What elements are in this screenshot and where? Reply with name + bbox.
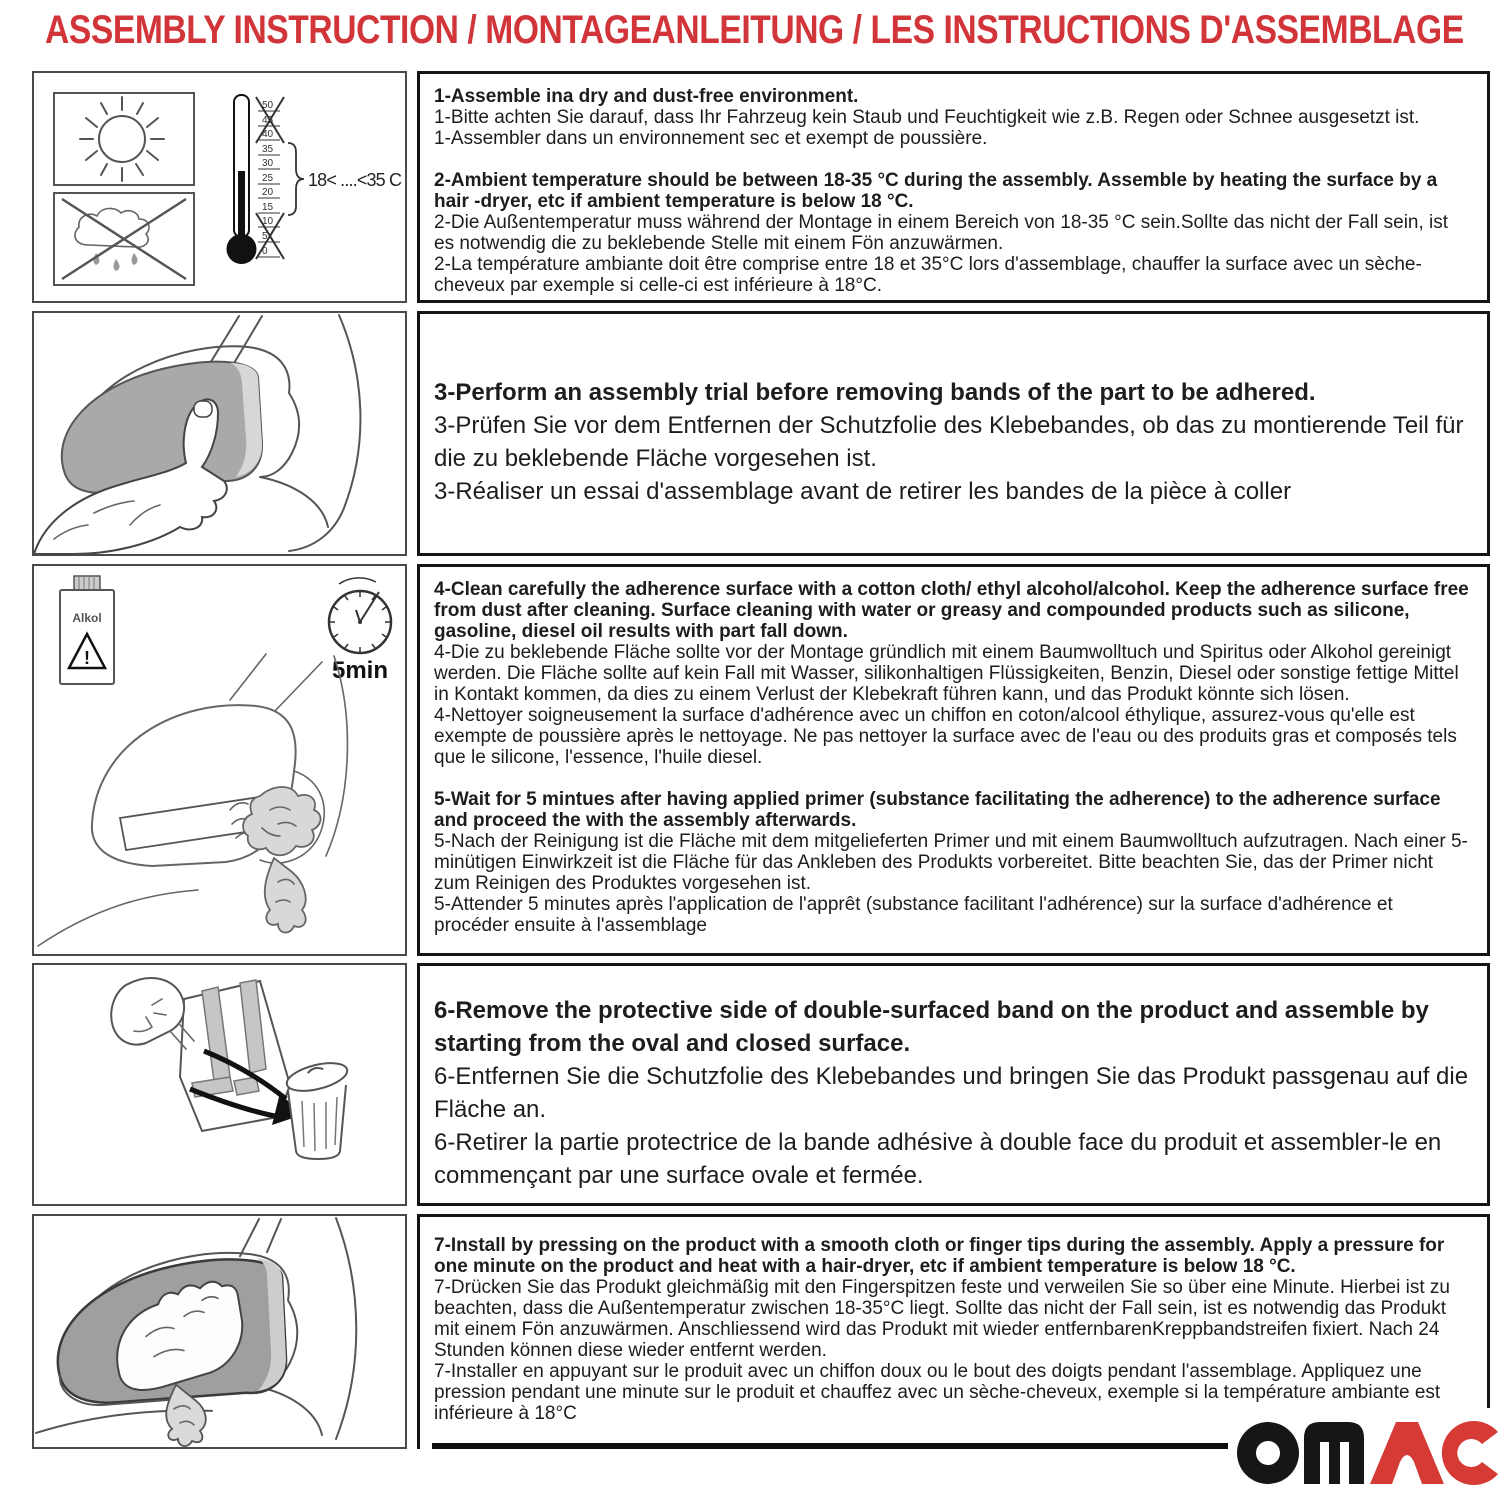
omac-logo — [1228, 1408, 1500, 1492]
section-environment-temperature — [0, 71, 1500, 303]
logo-letter-m — [1304, 1422, 1364, 1484]
instruction-line: 4-Die zu beklebende Fläche sollte vor der Montage gründlich mit einem Baumwolltuch und Spiritus oder Alkohol gereinigt werden. Die Fläche sollte auf kein Fall mit Wasser, silikonhaltigen Flüssigkeiten, Benzin, Diesel oder sonstige fettige Mittel in Kontakt kommen, da dies zu einem Verlust der Klebekraft führen kann, und das Produkt könnte sich lösen. — [434, 642, 1459, 705]
logo-letter-o — [1237, 1422, 1299, 1484]
instruction-line: 4-Clean carefully the adherence surface with a cotton cloth/ ethyl alcohol/alcohol. Keep the adherence surface free from dust after cleaning. Surface cleaning with water or greasy and compounded products such as silicone, gasoline, diesel oil results with part fall down. — [434, 579, 1469, 642]
svg-text:20: 20 — [262, 187, 274, 198]
instruction-line: 3-Perform an assembly trial before removing bands of the part to be adhered. — [434, 379, 1316, 406]
instruction-line: 5-Attender 5 minutes après l'application de l'apprêt (substance facilitant l'adhérence) sur la surface d'adhérence et procéder ensuite à l'assemblage — [434, 894, 1393, 936]
instruction-line: 7-Installer en appuyant sur le produit avec un chiffon doux ou le bout des doigts pendant l'assemblage. Appliquez une pression pendant une minute sur le produit et chauffez avec un sèche-cheveux, exemple si la température ambiante est inférieure à 18°C — [434, 1361, 1441, 1424]
instruction-line: 6-Entfernen Sie die Schutzfolie des Klebebandes und bringen Sie das Produkt passgenau auf die Fläche an. — [434, 1063, 1469, 1123]
illustration-clean-surface — [32, 564, 407, 956]
mirror-hand-illustration — [34, 315, 360, 554]
instruction-line: 5-Nach der Reinigung ist die Fläche mit dem mitgelieferten Primer und mit einem Baumwolltuch aufzutragen. Nach einer 5-minütigen Einwirkzeit ist die Fläche für das Ankleben des Produkts vorbereitet. Bitte beachten Sie, das der Primer nicht zum Reinigen des Produktes vorgesehen ist. — [434, 831, 1468, 894]
instruction-line: 3-Réaliser un essai d'assemblage avant de retirer les bandes de la pièce à coller — [434, 478, 1292, 505]
illustration-remove-band — [32, 963, 407, 1206]
instructions-step-6 — [417, 963, 1490, 1206]
section-remove-band — [0, 963, 1500, 1206]
svg-text:35: 35 — [262, 144, 274, 155]
instruction-line: 1-Assemble ina dry and dust-free environment. — [434, 86, 859, 107]
instruction-line: 4-Nettoyer soigneusement la surface d'adhérence avec un chiffon en coton/alcool éthylique, assurez-vous qu'elle est exempte de poussière après le nettoyage. Ne pas nettoyer la surface avec de l'eau ou des produits gras et composés tels que le silicone, l'essence, l'huile diesel. — [434, 705, 1457, 768]
brace — [288, 143, 304, 215]
svg-text:45: 45 — [262, 115, 274, 126]
wait-time-label: 5min — [331, 657, 389, 684]
instructions-step-4-5 — [417, 564, 1490, 956]
trash-can-icon — [284, 1058, 350, 1159]
instruction-line: 1-Assembler dans un environnement sec et exempt de poussière. — [434, 128, 988, 149]
svg-text:5: 5 — [262, 231, 268, 242]
no-rain-icon — [54, 193, 194, 285]
instruction-line: 5-Wait for 5 mintues after having applied primer (substance facilitating the adherence) to the adherence surface and proceed the with the assembly afterwards. — [434, 789, 1441, 831]
svg-text:40: 40 — [262, 129, 274, 140]
svg-text:0: 0 — [262, 246, 268, 257]
svg-text:30: 30 — [262, 158, 274, 169]
illustration-assembly-trial — [32, 311, 407, 556]
bottle-label: Alkol — [72, 611, 102, 625]
section-clean-surface — [0, 564, 1500, 956]
peel-band-illustration — [111, 978, 350, 1159]
instruction-line: 7-Drücken Sie das Produkt gleichmäßig mit den Fingerspitzen feste und verweilen Sie so über eine Minute. Hierbei ist zu beachten, dass die Außentemperatur zwischen 18-35°C liegt. Sollte das nicht der Fall sein, ist es notwendig das Produkt mit einem Fön anzuwärmen. Anschliessend wird das Produkt mit wieder entfernbarenKreppbandstreifen fixiert. Nach 24 Stunden können diese wieder entfernt werden. — [434, 1277, 1450, 1361]
logo-letter-c — [1442, 1421, 1498, 1485]
illustration-press-product — [32, 1214, 407, 1449]
sun-icon — [54, 93, 194, 185]
svg-text:25: 25 — [262, 173, 274, 184]
svg-text:!: ! — [84, 648, 90, 668]
instructions-step-1-2 — [417, 71, 1490, 303]
instructions-step-3 — [417, 311, 1490, 556]
thermometer-icon — [227, 95, 305, 264]
instruction-line: 7-Install by pressing on the product with a smooth cloth or finger tips during the assembly. Apply a pressure for one minute on the product and heat with a hair-dryer, etc if ambient temperature is below 18 °C. — [434, 1235, 1445, 1277]
svg-text:15: 15 — [262, 202, 274, 213]
section-assembly-trial — [0, 311, 1500, 556]
instruction-line: 2-Die Außentemperatur muss während der Montage in einem Bereich von 18-35 °C sein.Sollte das nicht der Fall sein, ist es notwendig die zu beklebende Stelle mit einem Fön anzuwärmen. — [434, 212, 1449, 254]
press-cloth-illustration — [36, 1218, 356, 1446]
alcohol-bottle-icon — [60, 576, 114, 684]
svg-text:50: 50 — [262, 100, 274, 111]
svg-text:10: 10 — [262, 216, 274, 227]
page-title: ASSEMBLY INSTRUCTION / MONTAGEANLEITUNG / LES INSTRUCTIONS D'ASSEMBLAGE — [45, 8, 1464, 52]
instruction-line: 3-Prüfen Sie vor dem Entfernen der Schutzfolie des Klebebandes, ob das zu montierende Teil für die zu beklebende Fläche vorgesehen ist. — [434, 412, 1464, 472]
instruction-line: 1-Bitte achten Sie darauf, dass Ihr Fahrzeug kein Staub und Feuchtigkeit wie z.B. Regen oder Schnee ausgesetzt ist. — [434, 107, 1420, 128]
footer-rule — [432, 1443, 1232, 1449]
instruction-line: 6-Remove the protective side of double-surfaced band on the product and assemble by starting from the oval and closed surface. — [434, 997, 1429, 1057]
instruction-line: 2-Ambient temperature should be between 18-35 °C during the assembly. Assemble by heating the surface by a hair -dryer, etc if ambient temperature is below 18 °C. — [434, 170, 1438, 212]
instruction-line: 2-La température ambiante doit être comprise entre 18 et 35°C lors d'assemblage, chauffer la surface avec un sèche-cheveux par exemple si celle-ci est inférieure à 18°C. — [434, 254, 1422, 296]
instruction-line: 6-Retirer la partie protectrice de la bande adhésive à double face du produit et assembler-le en commençant par une surface ovale et fermée. — [434, 1129, 1442, 1189]
logo-letter-a — [1370, 1422, 1444, 1484]
temperature-range-label: 18< ....<35 C — [308, 170, 402, 190]
cleaning-cloth-illustration — [38, 654, 347, 946]
illustration-environment-temperature — [32, 71, 407, 303]
